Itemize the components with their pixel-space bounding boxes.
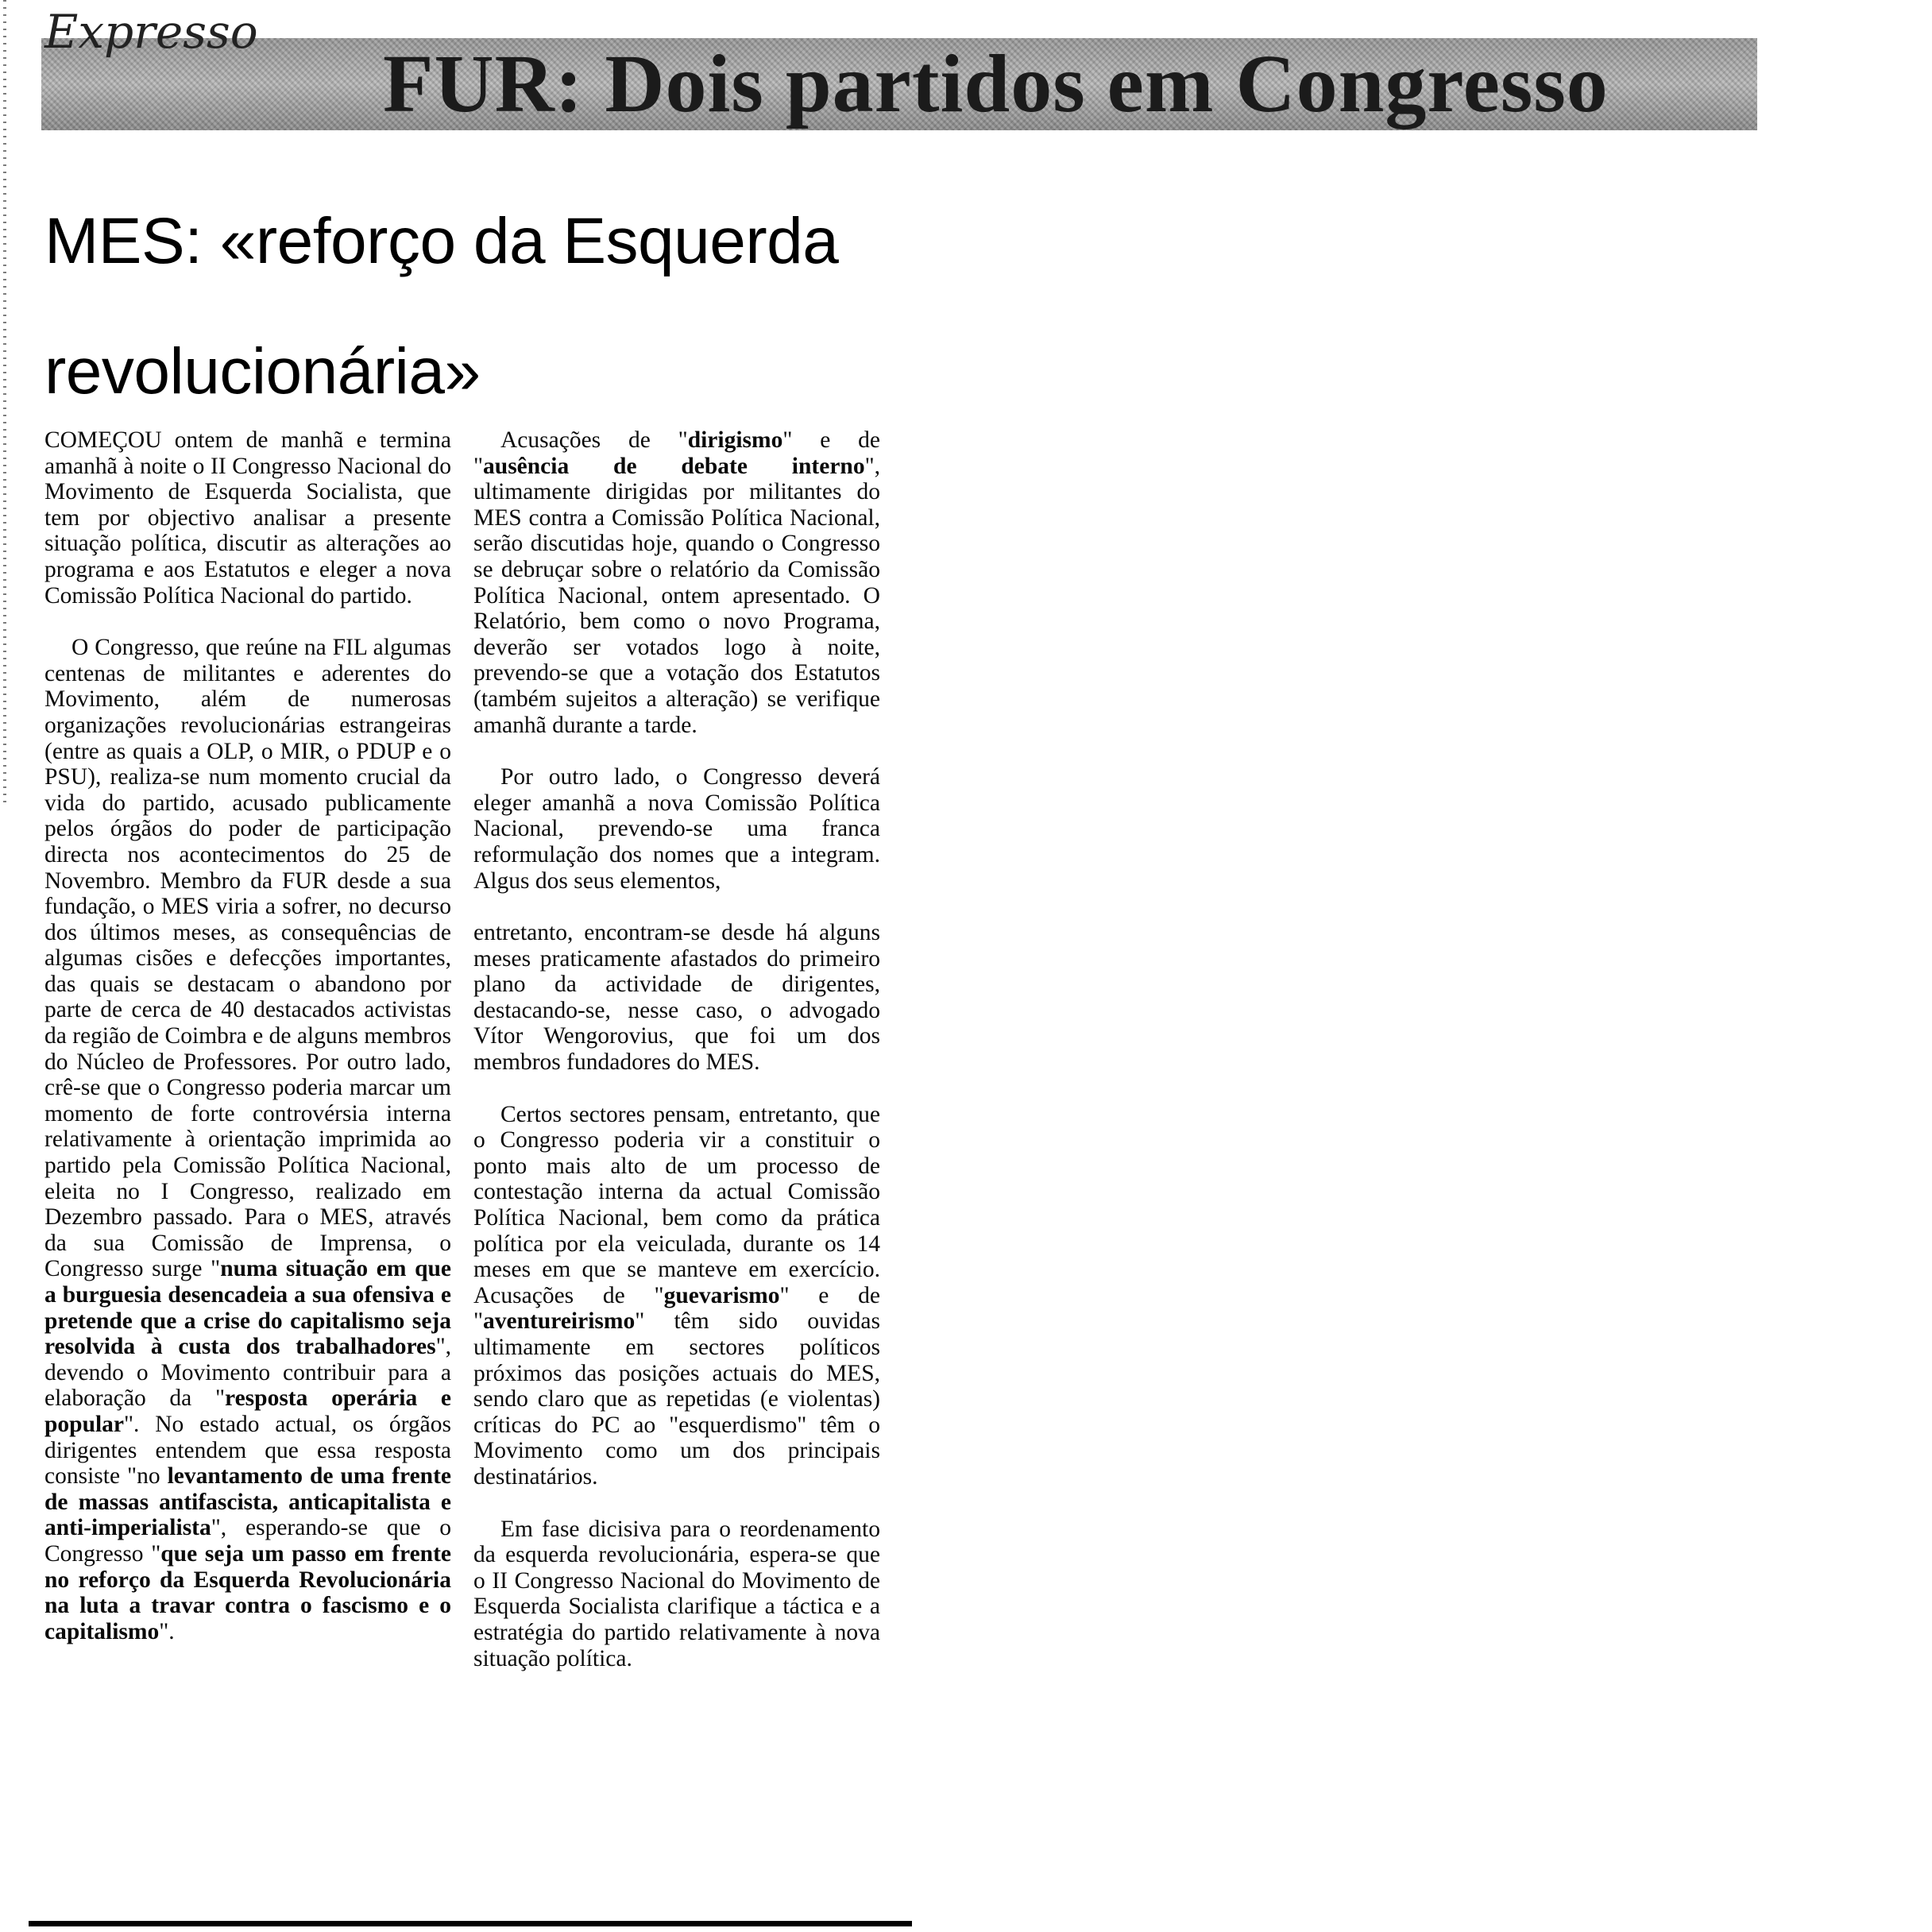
article-column-right — [473, 427, 880, 1698]
scan-edge-marks — [3, 0, 6, 802]
paragraph: Em fase dicisiva para o reordenamento da esquerda revolucionária, espera-se que o II Congresso Nacional do Movimento de Esquerda Socialista clarifique a táctica e a estratégia do partido relativamente à nova situação política. — [473, 1516, 880, 1671]
section-banner — [41, 5, 1757, 130]
paragraph: COMEÇOU ontem de manhã e termina amanhã à noite o II Congresso Nacional do Movimento de Esquerda Socialista, que tem por objectivo analisar a presente situação política, discutir as alterações ao programa e aos Estatutos e eleger a nova Comissão Política Nacional do partido. — [44, 427, 451, 609]
headline: MES: «reforço da Esquerda revolucionária» — [44, 205, 839, 408]
bottom-rule — [29, 1921, 912, 1926]
handwritten-note: Expresso — [44, 5, 258, 59]
banner-title: FUR: Dois partidos em Congresso — [383, 38, 1609, 129]
article-column-left — [44, 427, 451, 1671]
paragraph: O Congresso, que reúne na FIL algumas centenas de militantes e aderentes do Movimento, além de numerosas organizações revolucionárias estrangeiras (entre as quais a OLP, o MIR, o PDUP e o PSU), realiza-se num momento crucial da vida do partido, acusado publicamente pelos órgãos do poder de participação directa nos acontecimentos do 25 de Novembro. Membro da FUR desde a sua fundação, o MES viria a sofrer, no decurso dos últimos meses, as consequências de algumas cisões e defecções importantes, das quais se destacam o abandono por parte de cerca de 40 destacados activistas da região de Coimbra e de alguns membros do Núcleo de Professores. Por outro lado, crê-se que o Congresso poderia marcar um momento de forte controvérsia interna relativamente à orientação imprimida ao partido pela Comissão Política Nacional, eleita no I Congresso, realizado em Dezembro passado. Para o MES, através da sua Comissão de Imprensa, o Congresso surge "numa situação em que a burguesia desencadeia a sua ofensiva e pretende que a crise do capitalismo seja resolvida à custa dos trabalhadores", devendo o Movimento contribuir para a elaboração da "resposta operária e popular". No estado actual, os órgãos dirigentes entendem que essa resposta consiste "no levantamento de uma frente de massas antifascista, anticapitalista e anti-imperialista", esperando-se que o Congresso "que seja um passo em frente no reforço da Esquerda Revolucionária na luta a travar contra o fascismo e o capitalismo". — [44, 635, 452, 1644]
paragraph: Acusações de "dirigismo" e de "ausência de debate interno", ultimamente dirigidas por militantes do MES contra a Comissão Política Nacional, serão discutidas hoje, quando o Congresso se debruçar sobre o relatório da Comissão Política Nacional, ontem apresentado. O Relatório, bem como o novo Programa, deverão ser votados logo à noite, prevendo-se que a votação dos Estatutos (também sujeitos a alteração) se verifique amanhã durante a tarde. — [473, 427, 881, 738]
paragraph: Certos sectores pensam, entretanto, que o Congresso poderia vir a constituir o ponto mais alto de um processo de contestação interna da actual Comissão Política Nacional, bem como da prática política por ela veiculada, durante os 14 meses em que se manteve em exercício. Acusações de "guevarismo" e de "aventureirismo" têm sido ouvidas ultimamente em sectores políticos próximos das posições actuais do MES, sendo claro que as repetidas (e violentas) críticas do PC ao "esquerdismo" têm o Movimento como um dos principais destinatários. — [473, 1101, 881, 1490]
paragraph: Por outro lado, o Congresso deverá eleger amanhã a nova Comissão Política Nacional, prevendo-se uma franca reformulação dos nomes que a integram. Algus dos seus elementos, — [473, 764, 880, 894]
paragraph: entretanto, encontram-se desde há alguns meses praticamente afastados do primeiro plano da actividade de dirigentes, destacando-se, nesse caso, o advogado Vítor Wengorovius, que foi um dos membros fundadores do MES. — [473, 920, 880, 1076]
